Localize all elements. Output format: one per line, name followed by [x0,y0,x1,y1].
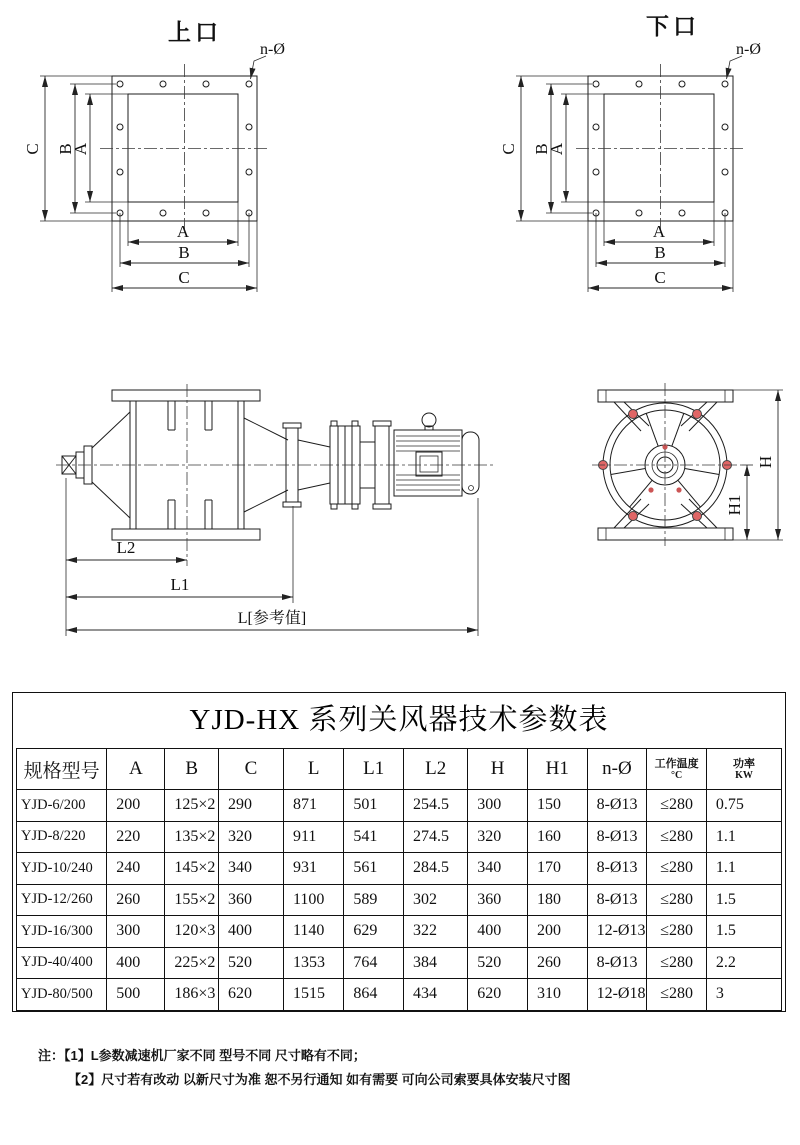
table-cell: 871 [283,790,343,822]
table-cell: ≤280 [647,884,707,916]
table-cell: 434 [404,979,468,1011]
table-cell: 260 [527,947,587,979]
dim-l-ref-label: L[参考值] [237,610,307,627]
dim-b-label: B [56,143,75,155]
end-view-drawing [592,383,783,546]
table-header-row [17,749,782,790]
header-b: B [165,749,219,790]
notes [38,1044,571,1092]
table-cell: 340 [468,853,528,885]
table-cell: 589 [344,884,404,916]
table-cell: YJD-12/260 [17,884,107,916]
table-cell: 310 [527,979,587,1011]
dim-h1-label: H1 [725,494,744,516]
table-cell: 400 [107,947,165,979]
table-cell: 8-Ø13 [587,821,647,853]
table-cell: 864 [344,979,404,1011]
table-cell: 541 [344,821,404,853]
dim-a-label: A [652,222,666,241]
table-cell: YJD-8/220 [17,821,107,853]
dim-c-label: C [178,268,190,287]
table-cell: 155×2 [165,884,219,916]
table-cell: 240 [107,853,165,885]
dim-b-label: B [654,243,666,262]
table-cell: 170 [527,853,587,885]
table-cell: 12-Ø13 [587,916,647,948]
table-cell: 300 [468,790,528,822]
table-cell: 302 [404,884,468,916]
dim-a-label: A [71,142,90,156]
table-cell: ≤280 [647,916,707,948]
table-cell: 225×2 [165,947,219,979]
table-cell: 160 [527,821,587,853]
hole-count-label: n-Ø [260,41,285,58]
table-cell: 220 [107,821,165,853]
table-cell: 384 [404,947,468,979]
dim-l2-label: L2 [116,538,136,557]
table-cell: 8-Ø13 [587,947,647,979]
table-cell: 931 [283,853,343,885]
table-cell: 145×2 [165,853,219,885]
table-cell: 620 [468,979,528,1011]
table-cell: 8-Ø13 [587,884,647,916]
table-cell: ≤280 [647,853,707,885]
header-l1: L1 [344,749,404,790]
table-row [17,916,782,948]
table-cell: 1100 [283,884,343,916]
table-cell: ≤280 [647,790,707,822]
table-cell: 290 [218,790,283,822]
table-cell: 360 [218,884,283,916]
table-cell: 150 [527,790,587,822]
hole-count-label: n-Ø [736,41,761,58]
table-cell: 125×2 [165,790,219,822]
table-cell: ≤280 [647,821,707,853]
table-cell: 200 [107,790,165,822]
table-cell: YJD-16/300 [17,916,107,948]
table-cell: 400 [218,916,283,948]
table-cell: 340 [218,853,283,885]
header-holes: n-Ø [587,749,647,790]
table-row [17,947,782,979]
dim-h-label: H [756,455,775,469]
table-cell: 322 [404,916,468,948]
table-cell: 1.5 [706,916,781,948]
table-cell: 500 [107,979,165,1011]
header-a: A [107,749,165,790]
dim-c-label: C [499,143,518,155]
header-model: 规格型号 [17,749,107,790]
spec-table-body [17,790,782,1011]
table-cell: 12-Ø18 [587,979,647,1011]
table-cell: 2.2 [706,947,781,979]
dim-c-label: C [654,268,666,287]
note-line-2: 【2】尺寸若有改动 以新尺寸为准 恕不另行通知 如有需要 可向公司索要具体安装尺寸图 [68,1072,571,1087]
table-cell: 274.5 [404,821,468,853]
table-row [17,790,782,822]
table-cell: 1140 [283,916,343,948]
header-temp: 工作温度 °C [647,749,707,790]
table-cell: ≤280 [647,947,707,979]
table-cell: 1.1 [706,821,781,853]
note-prefix: 注： [38,1048,65,1063]
header-h1: H1 [527,749,587,790]
table-cell: 520 [218,947,283,979]
header-c: C [218,749,283,790]
spec-table-box [12,692,786,1012]
table-cell: 320 [468,821,528,853]
table-cell: YJD-6/200 [17,790,107,822]
table-cell: 120×3 [165,916,219,948]
spec-table [16,748,782,1011]
top-port-flange-drawing [23,19,285,292]
bottom-port-title: 下口 [646,13,700,39]
table-cell: YJD-80/500 [17,979,107,1011]
header-h: H [468,749,528,790]
table-cell: 8-Ø13 [587,853,647,885]
table-cell: 629 [344,916,404,948]
table-row [17,884,782,916]
spec-table-title: YJD-HX 系列关风器技术参数表 [189,704,609,736]
table-cell: 0.75 [706,790,781,822]
table-cell: 200 [527,916,587,948]
table-row [17,979,782,1011]
table-cell: 300 [107,916,165,948]
note-line-1: 注：【1】L参数减速机厂家不同 型号不同 尺寸略有不同； [38,1048,366,1063]
table-cell: YJD-40/400 [17,947,107,979]
dim-a-label: A [176,222,190,241]
table-cell: 764 [344,947,404,979]
dim-a-label: A [547,142,566,156]
table-cell: 360 [468,884,528,916]
table-cell: 501 [344,790,404,822]
side-view-drawing [56,384,496,636]
table-cell: 3 [706,979,781,1011]
table-cell: 1515 [283,979,343,1011]
table-row [17,853,782,885]
bottom-port-flange-drawing [499,13,761,292]
header-l2: L2 [404,749,468,790]
table-cell: 1.5 [706,884,781,916]
table-cell: 620 [218,979,283,1011]
table-cell: YJD-10/240 [17,853,107,885]
dim-b-label: B [532,143,551,155]
table-cell: 284.5 [404,853,468,885]
table-cell: 520 [468,947,528,979]
dim-c-label: C [23,143,42,155]
table-cell: 180 [527,884,587,916]
table-cell: 911 [283,821,343,853]
header-l: L [283,749,343,790]
dim-b-label: B [178,243,190,262]
table-cell: 254.5 [404,790,468,822]
table-cell: 1353 [283,947,343,979]
table-cell: 186×3 [165,979,219,1011]
table-cell: 8-Ø13 [587,790,647,822]
table-row [17,821,782,853]
header-power: 功率 KW [706,749,781,790]
table-cell: 561 [344,853,404,885]
table-cell: 320 [218,821,283,853]
table-cell: 135×2 [165,821,219,853]
table-cell: ≤280 [647,979,707,1011]
dim-l1-label: L1 [170,575,190,594]
table-cell: 400 [468,916,528,948]
top-port-title: 上口 [168,19,222,45]
table-cell: 260 [107,884,165,916]
table-cell: 1.1 [706,853,781,885]
